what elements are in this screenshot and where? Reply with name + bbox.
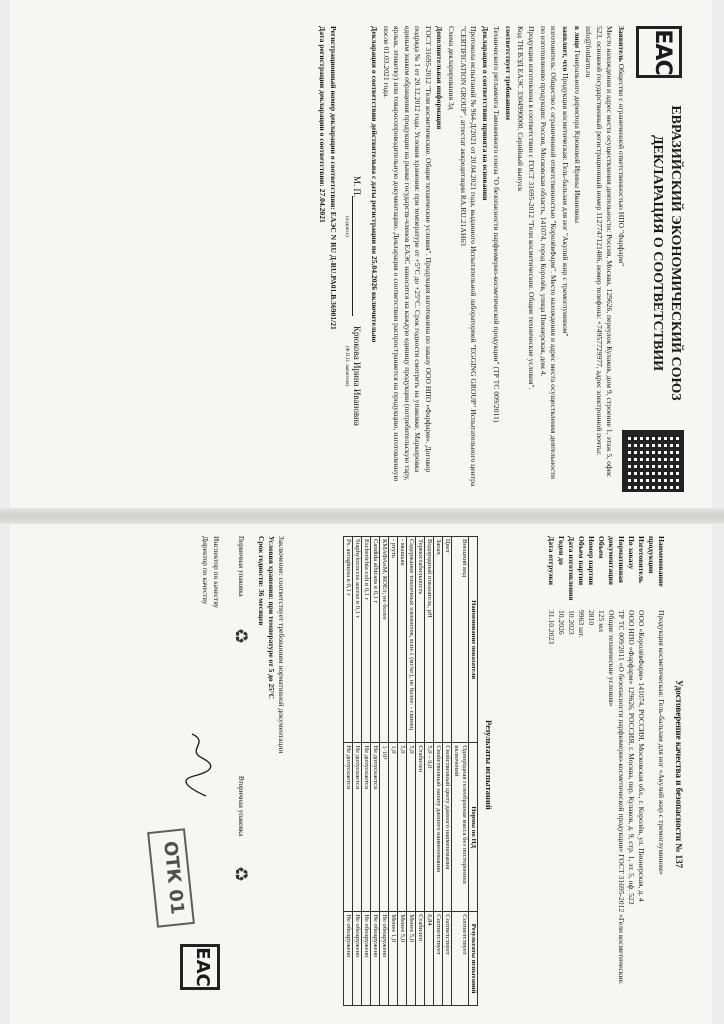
recycle-icon: ♻ <box>230 628 251 645</box>
conforms-label: соответствует требованиям <box>504 26 514 121</box>
extra-label: Дополнительная информация <box>435 26 445 130</box>
certificate-field-row <box>576 536 586 1006</box>
table-cell: Менее 1,0 <box>389 912 398 1006</box>
table-cell: Внешний вид <box>452 537 469 743</box>
table-header-row <box>469 537 478 1006</box>
certificate-footer <box>256 536 286 1006</box>
quality-control-signers <box>200 536 222 608</box>
field-value: 10.2026 <box>557 610 566 635</box>
certificate-field-row <box>586 536 596 1006</box>
field-label: По заказу <box>627 536 636 570</box>
table-row <box>371 537 380 1006</box>
reg-number-line: Регистрационный номер декларации о соответствии: ЕАЭС N RU Д-RU.РА01.В.36901/21 <box>329 26 339 330</box>
field-label: Нормативная документация <box>607 536 626 585</box>
table-cell: Менее 5,0 <box>407 912 416 1006</box>
field-value: 31.10.2023 <box>547 610 556 645</box>
table-cell: Не обнаружено <box>371 912 380 1006</box>
field-value: 10.2023 <box>567 610 576 635</box>
certificate-field-row <box>636 536 646 1006</box>
table-cell: Не обнаружено <box>353 912 362 1006</box>
certificate-field-row <box>546 536 556 1006</box>
table-row <box>443 537 452 1006</box>
director-line <box>571 26 582 488</box>
field-value: 125 мл <box>597 610 606 632</box>
results-title: Результаты испытаний <box>484 720 494 810</box>
table-row <box>398 537 407 1006</box>
declaration-body <box>315 26 626 488</box>
certificate-field-row <box>596 536 606 1006</box>
table-cell: Однородная гелеобразная масса без посторонних включений <box>452 743 469 912</box>
table-cell: Стабилен <box>416 912 425 1006</box>
table-cell: Цвет <box>443 537 452 743</box>
otk-stamp: ОТК 01 <box>147 828 195 927</box>
table-cell: Водородный показатель, рН <box>425 537 434 743</box>
director-quality-label: Директор по качеству <box>201 536 210 605</box>
eac-logo-icon: ЕАС <box>636 26 682 78</box>
table-cell: Менее 5,0 <box>398 912 407 1006</box>
field-value: 9963 шт. <box>577 610 586 638</box>
table-cell: Не допускается <box>362 743 371 912</box>
table-cell: Не допускается <box>344 743 353 912</box>
table-cell: Термостабильность <box>416 537 425 743</box>
certificate-field-row <box>646 536 666 1006</box>
recycle-icon: ♻ <box>230 866 251 883</box>
table-cell: Не обнаружено <box>362 912 371 1006</box>
declares-label: заявляет, что <box>561 26 571 72</box>
basis-label: Декларация о соответствии принята на основании <box>480 26 490 201</box>
results-table <box>343 536 478 1006</box>
signature-row <box>340 26 364 488</box>
certificate-field-row <box>626 536 636 1006</box>
primary-pack-label: Первичная упаковка <box>237 536 245 597</box>
shelf-life-line: Срок годности: 36 месяцев <box>257 536 266 626</box>
director-label: в лице <box>572 26 582 49</box>
table-row <box>344 537 353 1006</box>
signature-line <box>352 196 353 316</box>
field-label: Дата отгрузки <box>547 536 556 585</box>
table-cell: 5,0 <box>398 743 407 912</box>
table-cell: Содержание токсичных элементов, млн-1 (мг/кг), не более: - свинец <box>407 537 416 743</box>
seal-label: М. П. <box>352 176 363 198</box>
scheme-line: Схема декларирования 3д <box>447 26 457 110</box>
handwritten-signature-icon <box>184 730 214 800</box>
validity-line: Декларация о соответствии действительна с даты регистрации по 25.04.2026 включительно <box>369 26 379 343</box>
field-label: Годен до <box>557 536 566 565</box>
basis-line: Протокола испытаний № 964-Д/2021 от 20.04.2021 года, выданного Испытательной лабораторией "EGGING GROUP" Испытательного центра "CERTIFICATION GROUP", аттестат аккредитации RA.RU.21АН63 <box>458 26 479 487</box>
field-value: 2810 <box>587 610 596 626</box>
table-row <box>452 537 469 1006</box>
column-header: Нормы по НД <box>469 743 478 912</box>
declares-line <box>559 26 570 488</box>
declaration-heading <box>648 98 684 408</box>
table-row <box>380 537 389 1006</box>
table-cell: Стабилен <box>416 743 425 912</box>
declaration-title: ДЕКЛАРАЦИЯ О СООТВЕТСТВИИ <box>650 134 665 372</box>
table-cell: 5,0 – 9,0 <box>425 743 434 912</box>
certificate-fields <box>546 536 666 1006</box>
field-value: Продукция косметическая: Гель-бальзам для ног «Акулий жир с тремоглумином» <box>657 610 666 875</box>
certificate-field-row <box>556 536 566 1006</box>
table-row <box>389 537 398 1006</box>
field-label: Наименование продукции <box>647 536 666 587</box>
field-label: Объем <box>597 536 606 559</box>
table-row <box>362 537 371 1006</box>
table-cell: Ps. aeruginosa в 0,1 г <box>344 537 353 743</box>
table-row <box>416 537 425 1006</box>
field-value: ООО «КоролёвФарм» 141074, РОССИЯ, Московская обл., г. Королёв, ул. Пионерская, д. 4 <box>637 610 646 902</box>
table-cell: - мышьяк <box>398 537 407 743</box>
manufacturer-line: изготовитель: Общество с ограниченной ответственностью "КоролёвФарм". Место нахождения и адрес места осуществления деятельности по изготовлению продукции: Россия, Московская область, 141074, город Королёв, улица Пионерская, дом 4. <box>538 26 559 479</box>
table-cell: Staphylococcus aureus в 0,1 г <box>353 537 362 743</box>
regulation-line: Технического регламента Таможенного союза "О безопасности парфюмерно-косметической продукции" (ТР ТС 009/2011) <box>492 26 502 423</box>
qr-code-icon <box>622 430 684 492</box>
director-value: Генерального директора Крюковой Ирины Ивановны <box>572 50 582 223</box>
applicant-line <box>615 26 626 488</box>
table-cell: Соответствует <box>452 912 469 1006</box>
extra-line: ГОСТ 31695-2012 "Гели косметические. Общие технические условия". Продукция изготовлена по заказу ООО НПО «Фарфарм». Договор подряда № 1 от 20.12.2012 года. Условия хранения: при температуре от +5°С до +25°С. Срок годности смотреть на упаковке. Маркировка единым знаком обращения продукции на рынке государств-членов ЕАЭС наносится на каждую единицу продукции (потребительскую тару, ярлык, этикетку) или товаросопроводительную документацию. Декларация о соответствии распространяется на продукцию, изготовленную после 01.03.2021 года. <box>381 26 433 482</box>
applicant-value: Общество с ограниченной ответственностью НПО "Фарфарм" <box>617 63 626 267</box>
field-label: Объем партии <box>577 536 586 586</box>
table-cell: 1,0 <box>389 743 398 912</box>
table-cell: Свойственный цвету данного наименования <box>443 743 452 912</box>
table-cell: Не обнаружено <box>344 912 353 1006</box>
table-cell: 1·10³ <box>380 743 389 912</box>
table-row <box>434 537 443 1006</box>
certificate-field-row <box>566 536 576 1006</box>
applicant-label: Заявитель <box>617 26 626 62</box>
reg-date-line: Дата регистрации декларации о соответствии: 27.04.2021 <box>317 26 327 223</box>
field-label: Номер партии <box>587 536 596 585</box>
page-fold <box>0 508 724 524</box>
certificate-section <box>80 530 690 1010</box>
table-row <box>407 537 416 1006</box>
declares-value: Продукция косметическая: Гель-бальзам для ног "Акулий жир с тремоглумином" <box>561 73 571 337</box>
table-row <box>353 537 362 1006</box>
field-label: Изготовитель <box>637 536 646 584</box>
tnved-line: Код ТН ВЭД ЕАЭС 3304990000. Серийный выпуск <box>515 26 525 192</box>
table-cell: Свойственный запаху данного наименования <box>434 743 443 912</box>
produced-line: Продукция изготовлена в соответствии с ГОСТ 31695-2012 "Гели косметические. Общие технические условия". <box>527 26 537 390</box>
secondary-pack-label: Вторичная упаковка <box>237 776 245 837</box>
table-cell: Соответствует <box>434 912 443 1006</box>
signer-name: Крюкова Ирина Ивановна <box>352 326 363 426</box>
field-value: ТР ТС 009/2011 «О безопасности парфюмерно-косметической продукции» ГОСТ 31695-2012 «Гели косметические. Общие технические условия» <box>607 610 626 985</box>
table-cell: Не обнаружено <box>380 912 389 1006</box>
eac-logo-icon: ЕАС <box>180 944 220 990</box>
certificate-field-row <box>606 536 626 1006</box>
table-cell: 5,0 <box>407 743 416 912</box>
field-value: ООО НПО «Фарфарм» 129626, РОССИЯ, г. Москва, пер. Кулаков, д. 9, стр. 1, эт. 5, оф. 523 <box>627 610 636 905</box>
table-row <box>425 537 434 1006</box>
table-cell: - ртуть <box>389 537 398 743</box>
table-cell: Не допускается <box>353 743 362 912</box>
conclusion-line: Заключение: соответствует требованиям нормативной документации <box>277 536 286 754</box>
table-cell: Candida albicans в 0,1 г <box>371 537 380 743</box>
signer-caption: (Ф.И.О. заявителя) <box>344 346 350 387</box>
table-cell: Escherichia coli в 0,1 г <box>362 537 371 743</box>
table-cell: Запах <box>434 537 443 743</box>
signature-caption: (подпись) <box>344 216 350 237</box>
field-label: Дата изготовления <box>567 536 576 601</box>
column-header: Наименование показателя <box>469 537 478 743</box>
storage-line: Условия хранения: при температуре от 5 до 25°С <box>267 536 276 700</box>
address-line: Место нахождения и адрес места осуществления деятельности: Россия, Москва, 129626, переулок Кулаков, дом 9, строение 1, этаж 5, офис 523, основной государственный регистрационный номер 1127747121486, номер телефона: +74957729977, адрес электронной почты: info@fotdarm.ru <box>584 26 615 478</box>
table-cell: Не допускается <box>371 743 380 912</box>
column-header: Результаты испытаний <box>469 912 478 1006</box>
declaration-section <box>80 18 690 498</box>
union-title: ЕВРАЗИЙСКИЙ ЭКОНОМИЧЕСКИЙ СОЮЗ <box>668 105 683 401</box>
table-cell: Соответствует <box>443 912 452 1006</box>
inspector-label: Инспектор по качеству <box>212 536 221 609</box>
table-cell: КМАФАнМ, КОЕ/г, не более <box>380 537 389 743</box>
certificate-title: Удостоверение качества и безопасности № 137 <box>674 680 684 869</box>
table-cell: 6,84 <box>425 912 434 1006</box>
